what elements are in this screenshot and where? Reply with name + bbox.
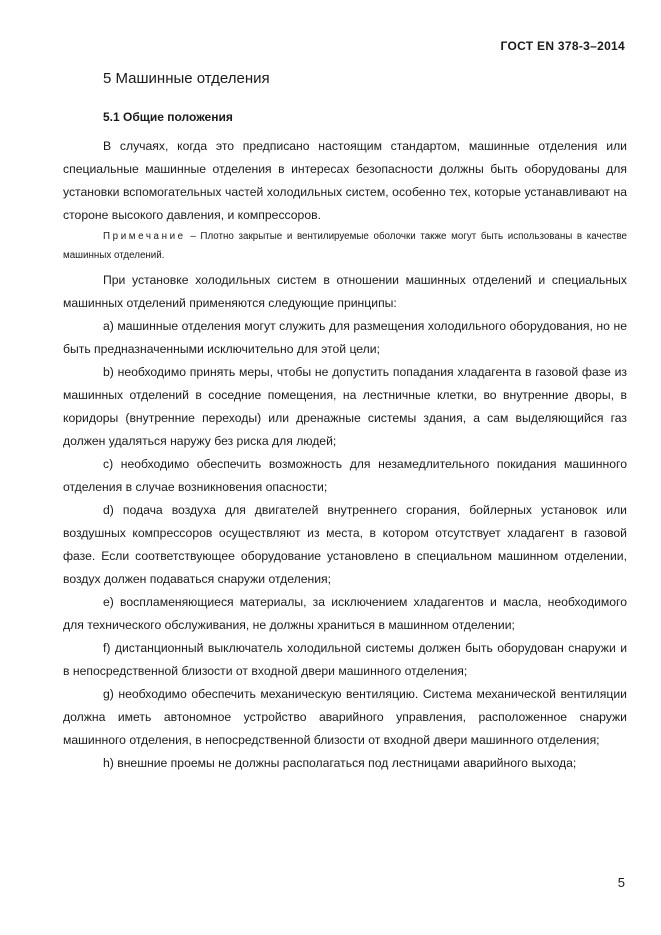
note-text: – Плотно закрытые и вентилируемые оболочки также могут быть использованы в качестве машинных отделений. [63, 231, 627, 261]
page-number: 5 [617, 875, 625, 890]
note-label: Примечание [103, 231, 186, 242]
intro-paragraph: В случаях, когда это предписано настоящим стандартом, машинные отделения или специальные машинные отделения в интересах безопасности должны быть оборудованы для установки вспомогательных частей холодильных систем, особенно тех, которые устанавливают на стороне высокого давления, и компрессоров. [63, 139, 627, 222]
list-item-d: d) подача воздуха для двигателей внутреннего сгорания, бойлерных установок или воздушных компрессоров осуществляют из места, в котором отсутствует хладагент в газовой фазе. Если соответствующее оборудование установлено в специальном машинном отделении, воздух должен подаваться снаружи отделения; [63, 503, 627, 586]
subsection-title: 5.1 Общие положения [103, 110, 233, 124]
body-text [63, 135, 627, 775]
standard-code-header: ГОСТ EN 378-3–2014 [500, 39, 625, 53]
list-item-c: c) необходимо обеспечить возможность для незамедлительного покидания машинного отделения в случае возникновения опасности; [63, 457, 627, 494]
list-item-h: h) внешние проемы не должны располагаться под лестницами аварийного выхода; [103, 756, 577, 770]
section-title: 5 Машинные отделения [103, 70, 270, 87]
list-item-f: f) дистанционный выключатель холодильной системы должен быть оборудован снаружи и в непосредственной близости от входной двери машинного отделения; [63, 641, 627, 678]
principles-intro-paragraph: При установке холодильных систем в отношении машинных отделений и специальных машинных отделений применяются следующие принципы: [63, 273, 627, 310]
list-item-b: b) необходимо принять меры, чтобы не допустить попадания хладагента в газовой фазе из машинных отделений в соседние помещения, на лестничные клетки, во внутренние дворы, в коридоры (внутренние переходы) или дренажные системы здания, а сам выделяющийся газ должен удаляться наружу без риска для людей; [63, 365, 627, 448]
list-item-g: g) необходимо обеспечить механическую вентиляцию. Система механической вентиляции должна иметь автономное устройство аварийного управления, расположенное снаружи машинного отделения, в непосредственной близости от входной двери машинного отделения; [63, 687, 627, 747]
list-item-a: a) машинные отделения могут служить для размещения холодильного оборудования, но не быть предназначенными исключительно для этой цели; [63, 319, 627, 356]
note-paragraph [63, 228, 627, 265]
list-item-e: e) воспламеняющиеся материалы, за исключением хладагентов и масла, необходимого для технического обслуживания, не должны храниться в машинном отделении; [63, 595, 627, 632]
